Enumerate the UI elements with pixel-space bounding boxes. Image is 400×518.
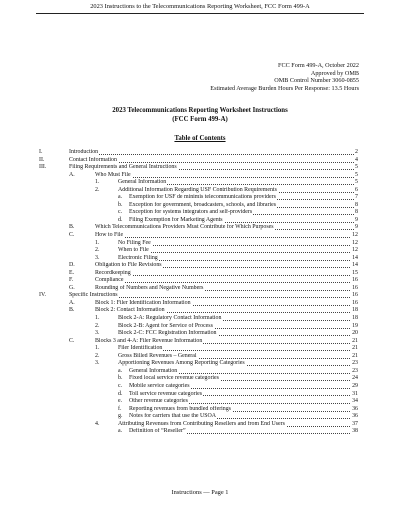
- toc-entry-title: Additional Information Regarding USF Contribution Requirements: [118, 186, 277, 193]
- form-info-block: [210, 62, 359, 92]
- toc-entry-page: 29: [352, 382, 358, 389]
- toc-entry-number: 2.: [95, 186, 100, 193]
- toc-entry[interactable]: [0, 270, 400, 278]
- toc-entry[interactable]: [0, 292, 400, 300]
- page-footer: Instructions — Page 1: [171, 489, 229, 496]
- toc-entry-title: Block 2-B: Agent for Service of Process: [118, 322, 213, 329]
- toc-entry-title: Mobile service categories: [129, 382, 190, 389]
- toc-entry-title: Gross Billed Revenues – General: [118, 352, 197, 359]
- toc-entry-page: 38: [352, 428, 358, 435]
- toc-entry-number: b.: [118, 375, 123, 382]
- toc-entry-title: Definition of “Reseller”: [129, 428, 186, 435]
- toc-entry-title: Rounding of Numbers and Negative Numbers: [95, 284, 204, 291]
- header-rule: [36, 13, 364, 14]
- toc-entry[interactable]: [0, 187, 400, 195]
- toc-entry-number: B.: [69, 224, 75, 231]
- toc-dot-leader: [95, 282, 358, 283]
- toc-entry-title: Fixed local service revenue categories: [129, 375, 219, 382]
- toc-entry-title: Specific Instructions: [69, 292, 118, 299]
- toc-entry-page: 9: [355, 224, 358, 231]
- toc-entry[interactable]: [0, 413, 400, 421]
- document-title-line: 2023 Telecommunications Reporting Worksheet Instructions: [112, 107, 288, 114]
- toc-entry-title: Who Must File: [95, 171, 131, 178]
- toc-entry-page: 12: [352, 232, 358, 239]
- toc-entry[interactable]: [0, 315, 400, 323]
- toc-entry-title: Recordkeeping: [95, 269, 131, 276]
- toc-entry-title: Introduction: [69, 149, 99, 155]
- toc-entry[interactable]: [0, 338, 400, 346]
- toc-entry[interactable]: [0, 398, 400, 406]
- toc-entry-page: 5: [355, 179, 358, 186]
- toc-entry-title: Toll service revenue categories: [129, 390, 203, 397]
- toc-entry-number: 2.: [95, 247, 100, 254]
- toc-entry-page: 18: [352, 307, 358, 314]
- toc-dot-leader: [95, 237, 358, 238]
- toc-entry-title: Filing Requirements and General Instructions: [69, 164, 177, 171]
- toc-entry-title: Block 2-C: FCC Registration Information: [118, 330, 217, 337]
- toc-entry-title: Contact Information: [69, 156, 117, 163]
- toc-entry-page: 19: [352, 322, 358, 329]
- toc-entry-number: 2.: [95, 322, 100, 329]
- toc-entry-number: C.: [69, 337, 75, 344]
- toc-entry[interactable]: [0, 391, 400, 399]
- toc-entry[interactable]: [0, 209, 400, 217]
- toc-entry-title: General Information: [118, 179, 167, 186]
- toc-entry-title: Filing Exemption for Marketing Agents: [129, 216, 223, 223]
- toc-entry-page: 16: [352, 299, 358, 306]
- toc-entry-title: Notes for carriers that use the USOA: [129, 413, 217, 420]
- toc-entry[interactable]: [0, 172, 400, 180]
- toc-entry-number: e.: [118, 398, 123, 405]
- toc-entry-number: 1.: [95, 345, 100, 352]
- toc-entry-title: Reporting revenues from bundled offerings: [129, 405, 231, 412]
- toc-entry-number: C.: [69, 232, 75, 239]
- toc-entry[interactable]: [0, 285, 400, 293]
- document-subtitle-line: (FCC Form 499-A): [172, 115, 228, 123]
- toc-entry-number: g.: [118, 413, 123, 420]
- toc-entry-title: How to File: [95, 232, 124, 239]
- toc-entry-number: E.: [69, 269, 75, 276]
- toc-entry-number: I.: [39, 149, 43, 155]
- toc-entry-title: Obligation to File Revisions: [95, 262, 162, 269]
- toc-entry-page: 4: [355, 156, 358, 163]
- toc-entry-number: 4.: [95, 420, 100, 427]
- toc-entry-number: 1.: [95, 315, 100, 322]
- toc-entry-number: III.: [39, 164, 47, 171]
- toc-entry-title: Exemption for USF de minimis telecommunications providers: [129, 194, 276, 201]
- toc-entry-number: II.: [39, 156, 45, 163]
- toc-entry-page: 21: [352, 345, 358, 352]
- toc-entry-title: Filer Identification: [118, 345, 163, 352]
- toc-entry-title: Block 2-A: Regulatory Contact Information: [118, 315, 222, 322]
- toc-entry-title: When to File: [118, 247, 149, 254]
- toc-dot-leader: [69, 154, 358, 155]
- toc-entry-number: B.: [69, 307, 75, 314]
- toc-entry-page: 12: [352, 239, 358, 246]
- toc-entry-number: a.: [118, 194, 123, 201]
- toc-entry-number: 1.: [95, 179, 100, 186]
- toc-entry-page: 34: [352, 398, 358, 405]
- toc-entry[interactable]: [0, 240, 400, 248]
- toc-entry-page: 20: [352, 330, 358, 337]
- toc-entry-page: 14: [352, 262, 358, 269]
- toc-dot-leader: [118, 245, 358, 246]
- toc-entry-number: IV.: [39, 292, 46, 299]
- running-header: 2023 Instructions to the Telecommunications Reporting Worksheet, FCC Form 499-A: [90, 3, 310, 10]
- toc-entry[interactable]: [0, 368, 400, 376]
- toc-entry-title: Compliance: [95, 277, 124, 284]
- toc-entry-title: Exception for government, broadcasters, schools, and libraries: [129, 201, 277, 208]
- toc-entry-page: 36: [352, 413, 358, 420]
- toc-entry-title: No Filing Fee: [118, 239, 151, 246]
- toc-entry-number: F.: [69, 277, 74, 284]
- toc-entry-page: 23: [352, 367, 358, 374]
- document-title: [0, 107, 400, 124]
- toc-entry-title: Other revenue categories: [129, 398, 188, 405]
- toc-entry[interactable]: [0, 164, 400, 172]
- toc-entry-page: 2: [355, 149, 358, 155]
- toc-entry-page: 31: [352, 390, 358, 397]
- toc-entry-page: 21: [352, 337, 358, 344]
- toc-heading: Table of Contents: [174, 135, 226, 142]
- toc-dot-leader: [118, 252, 358, 253]
- toc-entry[interactable]: [0, 224, 400, 232]
- toc-entry[interactable]: [0, 421, 400, 429]
- toc-dot-leader: [95, 177, 358, 178]
- toc-entry-number: A.: [69, 171, 75, 178]
- toc-entry-page: 12: [352, 247, 358, 254]
- toc-entry[interactable]: [0, 202, 400, 210]
- toc-entry-number: 3.: [95, 330, 100, 337]
- toc-entry[interactable]: [0, 247, 400, 255]
- toc-entry-page: 14: [352, 254, 358, 261]
- toc-entry-number: c.: [118, 209, 123, 216]
- toc-entry[interactable]: [0, 375, 400, 383]
- toc-entry-title: General Information: [129, 367, 178, 374]
- toc-entry-title: Exception for systems integrators and self-providers: [129, 209, 253, 216]
- toc-entry-page: 37: [352, 420, 358, 427]
- toc-entry-number: G.: [69, 284, 75, 291]
- toc-entry[interactable]: [0, 353, 400, 361]
- toc-entry[interactable]: [0, 194, 400, 202]
- toc-entry[interactable]: [0, 232, 400, 240]
- toc-entry-page: 15: [352, 269, 358, 276]
- toc-entry-number: 1.: [95, 239, 100, 246]
- toc-entry-title: Blocks 3 and 4-A: Filer Revenue Information: [95, 337, 203, 344]
- toc-entry[interactable]: [0, 255, 400, 263]
- toc-entry-page: 9: [355, 216, 358, 223]
- toc-entry-number: 2.: [95, 352, 100, 359]
- toc-entry[interactable]: [0, 323, 400, 331]
- toc-entry[interactable]: [0, 277, 400, 285]
- toc-entry[interactable]: [0, 330, 400, 338]
- toc-entry-page: 23: [352, 360, 358, 367]
- toc-entry-page: 8: [355, 201, 358, 208]
- toc-entry-number: a.: [118, 367, 123, 374]
- toc-entry[interactable]: [0, 157, 400, 165]
- toc-entry-page: 8: [355, 209, 358, 216]
- toc-entry[interactable]: [0, 428, 400, 436]
- burden-hours: Estimated Average Burden Hours Per Response: 13.5 Hours: [210, 84, 359, 92]
- toc-entry-title: Attributing Revenues from Contributing Resellers and from End Users: [118, 420, 285, 427]
- toc-entry-page: 16: [352, 284, 358, 291]
- toc-entry-page: 36: [352, 405, 358, 412]
- toc-entry-number: 3.: [95, 360, 100, 367]
- toc-entry-title: Apportioning Revenues Among Reporting Categories: [118, 360, 245, 367]
- toc-entry-page: 6: [355, 186, 358, 193]
- toc-entry-page: 18: [352, 315, 358, 322]
- toc-entry-number: 3.: [95, 254, 100, 261]
- toc-entry-page: 5: [355, 164, 358, 171]
- toc-entry[interactable]: [0, 406, 400, 414]
- toc-entry-number: d.: [118, 390, 123, 397]
- toc-entry-page: 5: [355, 171, 358, 178]
- toc-entry-number: A.: [69, 299, 75, 306]
- toc-entry-number: f.: [118, 405, 122, 412]
- omb-approval: Approved by OMB: [310, 69, 359, 77]
- omb-control-number: OMB Control Number 3060-0855: [274, 77, 359, 85]
- toc-entry[interactable]: [0, 300, 400, 308]
- toc-entry-title: Which Telecommunications Providers Must Contribute for Which Purposes: [95, 224, 274, 231]
- toc-dot-leader: [95, 275, 358, 276]
- toc-entry[interactable]: [0, 149, 400, 157]
- toc-entry-page: 7: [355, 194, 358, 201]
- toc-entry-title: Electronic Filing: [118, 254, 158, 261]
- toc-entry-page: 16: [352, 292, 358, 299]
- toc-entry-page: 21: [352, 352, 358, 359]
- toc-entry[interactable]: [0, 262, 400, 270]
- form-version: FCC Form 499-A, October 2022: [278, 62, 359, 69]
- toc-entry-number: d.: [118, 216, 123, 223]
- toc-entry[interactable]: [0, 383, 400, 391]
- toc-entry[interactable]: [0, 360, 400, 368]
- toc-entry-title: Block 2: Contact Information: [95, 307, 165, 314]
- toc-entry[interactable]: [0, 179, 400, 187]
- toc-entry[interactable]: [0, 307, 400, 315]
- toc-entry-number: D.: [69, 262, 75, 269]
- toc-entry-page: 16: [352, 277, 358, 284]
- table-of-contents: [0, 149, 400, 436]
- toc-entry-number: c.: [118, 382, 123, 389]
- toc-entry-title: Block 1: Filer Identification Information: [95, 299, 191, 306]
- toc-entry-number: a.: [118, 428, 123, 435]
- toc-entry[interactable]: [0, 217, 400, 225]
- toc-entry-page: 24: [352, 375, 358, 382]
- toc-entry-number: b.: [118, 201, 123, 208]
- toc-entry[interactable]: [0, 345, 400, 353]
